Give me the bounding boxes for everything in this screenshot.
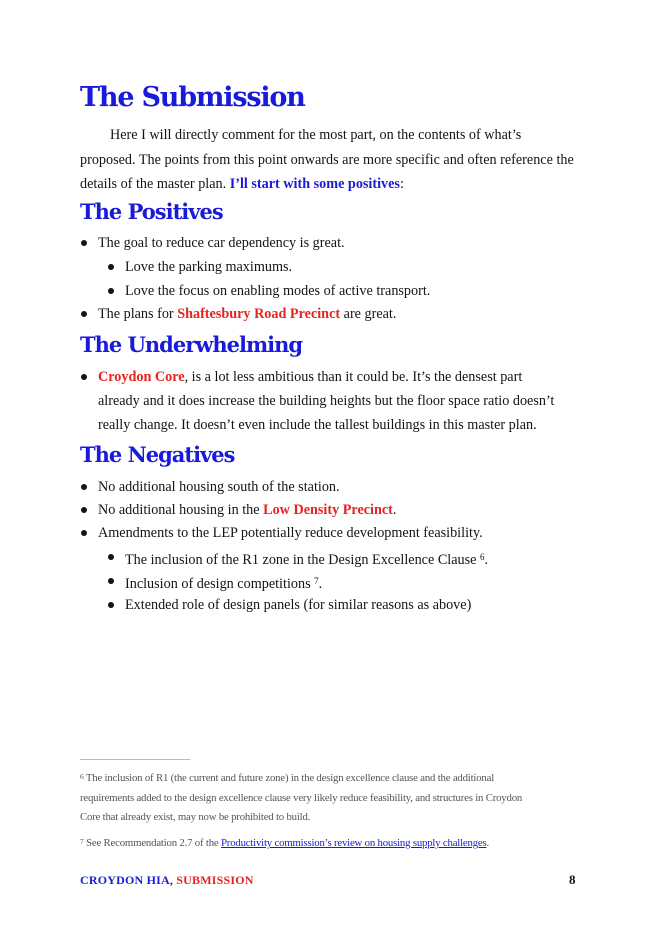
list-item-text: . — [392, 502, 397, 518]
bullet-icon — [81, 311, 87, 317]
list-item-continuation — [98, 413, 537, 438]
precinct-highlight: Croydon Core — [98, 369, 185, 385]
bullet-icon — [81, 240, 87, 246]
intro-paragraph — [80, 123, 580, 197]
footer-org: CROYDON HIA — [80, 873, 170, 887]
bullet-icon — [108, 578, 114, 584]
intro-tail: : — [399, 176, 404, 192]
footnote-number: 6 — [80, 772, 84, 781]
footnote-text: Core that already exist, may now be prohibited to build. — [80, 811, 311, 823]
bullet-icon — [81, 530, 87, 536]
footnote-text: requirements added to the design excellence clause very likely reduce feasibility, and structures in Croydon — [80, 791, 523, 804]
list-item-text: Love the parking maximums. — [125, 259, 293, 275]
bullet-icon — [108, 602, 114, 608]
list-item-text: The inclusion of the R1 zone in the Design Excellence Clause — [125, 552, 477, 568]
list-item — [98, 475, 340, 500]
bullet-icon — [81, 507, 87, 513]
list-item-text: are great. — [340, 306, 397, 322]
list-item-text: Amendments to the LEP potentially reduce development feasibility. — [98, 525, 483, 541]
intro-text: Here I will directly comment for the most part, on the contents of what’s proposed. The points from this point onwards are more specific and often reference the details of the master plan. — [80, 127, 574, 192]
list-item — [98, 365, 522, 390]
footnote-text: See Recommendation 2.7 of the — [86, 837, 221, 849]
list-item-text: Extended role of design panels (for similar reasons as above) — [125, 597, 472, 613]
list-item — [125, 279, 430, 304]
bullet-icon — [81, 374, 87, 380]
list-item-text: No additional housing south of the station. — [98, 479, 340, 495]
footnote-ref[interactable]: 7 — [314, 576, 319, 586]
list-item — [98, 231, 345, 256]
footer-section: SUBMISSION — [176, 873, 254, 887]
list-item-text: , is a lot less ambitious than it could be. It’s the densest part — [184, 369, 523, 385]
footer-separator: , — [169, 873, 177, 887]
positives-heading: The Positives — [80, 199, 223, 224]
bullet-icon — [81, 484, 87, 490]
precinct-highlight: Shaftesbury Road Precinct — [177, 306, 341, 322]
footnote-text: The inclusion of R1 (the current and future zone) in the design excellence clause and the additional — [85, 772, 494, 784]
list-item-text: really change. It doesn’t even include the tallest buildings in this master plan. — [98, 417, 537, 433]
list-item-text: Inclusion of design competitions — [125, 576, 311, 592]
bullet-icon — [108, 264, 114, 270]
bullet-icon — [108, 554, 114, 560]
footnote-6 — [80, 767, 570, 828]
bullet-icon — [108, 288, 114, 294]
list-item-text: Love the focus on enabling modes of active transport. — [125, 283, 431, 299]
negatives-heading: The Negatives — [80, 442, 235, 467]
list-item-text: . — [318, 576, 323, 592]
page-number: 8 — [569, 872, 576, 887]
list-item-text: already and it does increase the building heights but the floor space ratio doesn’t — [98, 393, 555, 409]
list-item — [98, 498, 396, 523]
list-item-text: The plans for — [98, 306, 178, 322]
list-item — [98, 521, 483, 546]
list-item-text: . — [484, 552, 489, 568]
footnote-7 — [80, 832, 570, 854]
footnote-ref[interactable]: 6 — [479, 552, 485, 562]
intro-highlight: I’ll start with some positives — [229, 176, 400, 192]
underwhelming-heading: The Underwhelming — [80, 332, 303, 357]
list-item — [125, 255, 292, 280]
list-item-text: The goal to reduce car dependency is great. — [98, 235, 345, 251]
footer-label — [80, 873, 254, 888]
list-item-continuation — [98, 389, 554, 414]
page-title: The Submission — [80, 82, 305, 113]
footnote-text: . — [486, 837, 489, 849]
productivity-commission-link[interactable]: Productivity commission’s review on housing supply challenges — [221, 837, 487, 849]
list-item — [125, 593, 471, 618]
precinct-highlight: Low Density Precinct — [263, 502, 393, 518]
footnote-divider — [80, 759, 190, 760]
list-item — [98, 302, 396, 327]
footnote-number: 7 — [80, 837, 84, 846]
list-item-text: No additional housing in the — [98, 502, 264, 518]
